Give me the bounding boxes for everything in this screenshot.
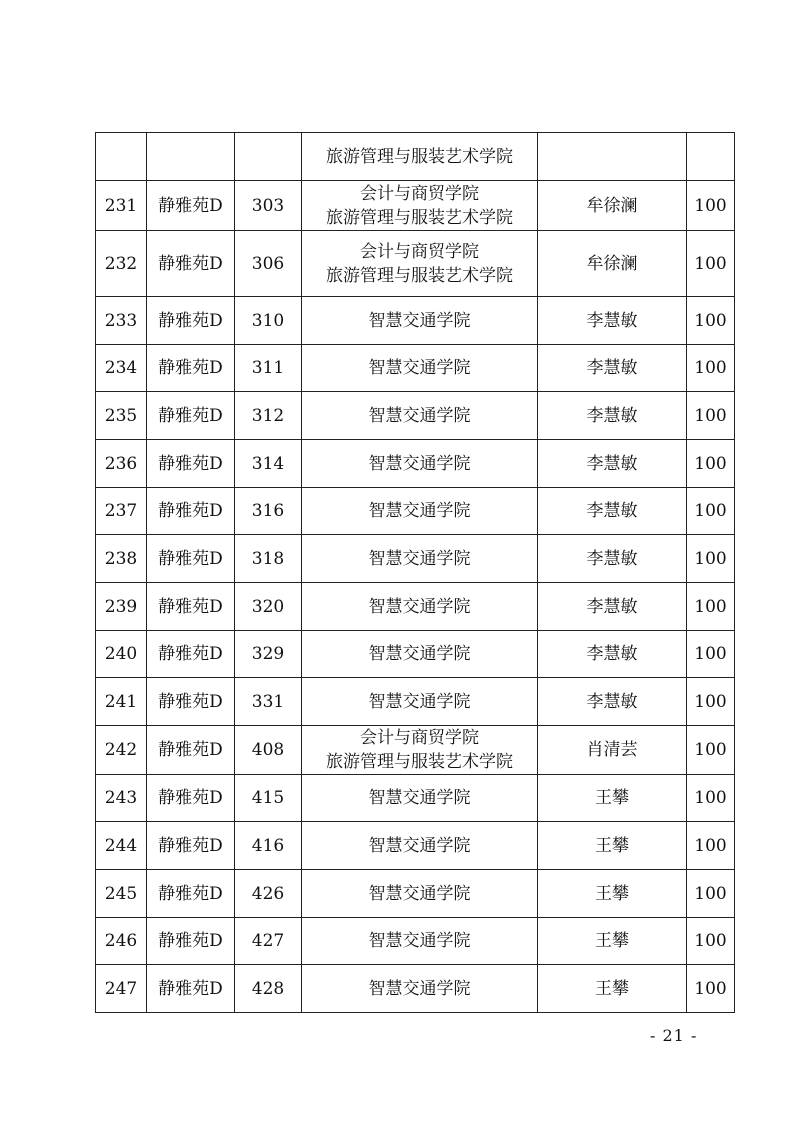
cell-room: 311 xyxy=(235,345,302,392)
cell-college xyxy=(302,297,538,345)
cell-building: 静雅苑D xyxy=(147,870,235,918)
college-line: 旅游管理与服装艺术学院 xyxy=(326,207,513,228)
college-line: 会计与商贸学院 xyxy=(360,183,479,204)
cell-building: 静雅苑D xyxy=(147,535,235,583)
page-number: - 21 - xyxy=(650,1026,698,1045)
cell-no: 233 xyxy=(96,297,147,345)
cell-college xyxy=(302,133,538,181)
cell-room: 331 xyxy=(235,678,302,726)
table-row xyxy=(96,918,735,965)
cell-building: 静雅苑D xyxy=(147,678,235,726)
cell-staff: 牟徐澜 xyxy=(538,181,687,231)
cell-room: 316 xyxy=(235,488,302,535)
cell-score: 100 xyxy=(687,678,735,726)
cell-building: 静雅苑D xyxy=(147,440,235,488)
cell-score: 100 xyxy=(687,965,735,1013)
cell-building: 静雅苑D xyxy=(147,231,235,297)
college-line: 旅游管理与服装艺术学院 xyxy=(326,146,513,167)
table-row xyxy=(96,535,735,583)
cell-room: 318 xyxy=(235,535,302,583)
cell-college xyxy=(302,965,538,1013)
cell-college xyxy=(302,726,538,775)
cell-building: 静雅苑D xyxy=(147,181,235,231)
cell-college xyxy=(302,822,538,870)
cell-no: 238 xyxy=(96,535,147,583)
college-line: 智慧交通学院 xyxy=(368,501,471,521)
college-line: 会计与商贸学院 xyxy=(360,728,479,748)
college-line: 会计与商贸学院 xyxy=(360,241,479,262)
cell-building: 静雅苑D xyxy=(147,775,235,822)
cell-building: 静雅苑D xyxy=(147,583,235,631)
cell-score: 100 xyxy=(687,631,735,678)
cell-staff: 肖清芸 xyxy=(538,726,687,775)
cell-staff: 李慧敏 xyxy=(538,297,687,345)
cell-staff: 李慧敏 xyxy=(538,392,687,440)
cell-score: 100 xyxy=(687,870,735,918)
cell-college xyxy=(302,678,538,726)
cell-room xyxy=(235,133,302,181)
cell-college xyxy=(302,231,538,297)
cell-score: 100 xyxy=(687,822,735,870)
cell-score: 100 xyxy=(687,181,735,231)
cell-staff xyxy=(538,133,687,181)
cell-no: 245 xyxy=(96,870,147,918)
cell-building: 静雅苑D xyxy=(147,297,235,345)
cell-score: 100 xyxy=(687,775,735,822)
cell-staff: 李慧敏 xyxy=(538,583,687,631)
cell-score: 100 xyxy=(687,583,735,631)
cell-college xyxy=(302,775,538,822)
college-line: 智慧交通学院 xyxy=(368,405,471,426)
cell-room: 426 xyxy=(235,870,302,918)
cell-building: 静雅苑D xyxy=(147,726,235,775)
cell-room: 306 xyxy=(235,231,302,297)
cell-no: 237 xyxy=(96,488,147,535)
cell-score: 100 xyxy=(687,535,735,583)
cell-room: 415 xyxy=(235,775,302,822)
table-row-continued xyxy=(96,133,735,181)
table-row xyxy=(96,297,735,345)
cell-building: 静雅苑D xyxy=(147,918,235,965)
cell-staff: 王攀 xyxy=(538,822,687,870)
cell-no: 247 xyxy=(96,965,147,1013)
cell-score: 100 xyxy=(687,231,735,297)
cell-staff: 李慧敏 xyxy=(538,345,687,392)
cell-no: 242 xyxy=(96,726,147,775)
cell-score: 100 xyxy=(687,726,735,775)
cell-staff: 王攀 xyxy=(538,965,687,1013)
college-line: 智慧交通学院 xyxy=(368,596,471,617)
cell-college xyxy=(302,392,538,440)
table-row xyxy=(96,775,735,822)
cell-staff: 李慧敏 xyxy=(538,535,687,583)
cell-score xyxy=(687,133,735,181)
cell-college xyxy=(302,440,538,488)
college-line: 旅游管理与服装艺术学院 xyxy=(326,265,513,286)
cell-no: 241 xyxy=(96,678,147,726)
table-row xyxy=(96,488,735,535)
cell-no: 240 xyxy=(96,631,147,678)
table-row xyxy=(96,181,735,231)
college-line: 智慧交通学院 xyxy=(368,453,471,474)
cell-room: 312 xyxy=(235,392,302,440)
cell-staff: 牟徐澜 xyxy=(538,231,687,297)
table-row xyxy=(96,583,735,631)
table-row xyxy=(96,231,735,297)
cell-building: 静雅苑D xyxy=(147,345,235,392)
cell-score: 100 xyxy=(687,440,735,488)
cell-college xyxy=(302,918,538,965)
college-line: 旅游管理与服装艺术学院 xyxy=(326,752,513,772)
cell-room: 416 xyxy=(235,822,302,870)
college-line: 智慧交通学院 xyxy=(368,835,471,856)
cell-building: 静雅苑D xyxy=(147,965,235,1013)
cell-room: 303 xyxy=(235,181,302,231)
cell-no: 246 xyxy=(96,918,147,965)
cell-staff: 王攀 xyxy=(538,775,687,822)
cell-building: 静雅苑D xyxy=(147,392,235,440)
table-row xyxy=(96,392,735,440)
cell-college xyxy=(302,345,538,392)
college-line: 智慧交通学院 xyxy=(368,358,471,378)
table-row xyxy=(96,726,735,775)
cell-college xyxy=(302,870,538,918)
cell-room: 314 xyxy=(235,440,302,488)
cell-staff: 李慧敏 xyxy=(538,488,687,535)
cell-score: 100 xyxy=(687,488,735,535)
cell-staff: 李慧敏 xyxy=(538,631,687,678)
cell-no: 234 xyxy=(96,345,147,392)
cell-no: 239 xyxy=(96,583,147,631)
college-line: 智慧交通学院 xyxy=(368,310,471,331)
table-row xyxy=(96,678,735,726)
college-line: 智慧交通学院 xyxy=(368,788,471,808)
table-body xyxy=(96,133,735,1013)
cell-no: 243 xyxy=(96,775,147,822)
cell-building: 静雅苑D xyxy=(147,488,235,535)
college-line: 智慧交通学院 xyxy=(368,978,471,999)
cell-no: 235 xyxy=(96,392,147,440)
cell-room: 427 xyxy=(235,918,302,965)
cell-staff: 李慧敏 xyxy=(538,678,687,726)
cell-staff: 王攀 xyxy=(538,918,687,965)
cell-college xyxy=(302,535,538,583)
cell-no xyxy=(96,133,147,181)
cell-college xyxy=(302,181,538,231)
cell-score: 100 xyxy=(687,297,735,345)
cell-no: 231 xyxy=(96,181,147,231)
cell-no: 244 xyxy=(96,822,147,870)
college-line: 智慧交通学院 xyxy=(368,644,471,664)
cell-room: 408 xyxy=(235,726,302,775)
table-row xyxy=(96,965,735,1013)
cell-building: 静雅苑D xyxy=(147,631,235,678)
cell-no: 236 xyxy=(96,440,147,488)
cell-staff: 王攀 xyxy=(538,870,687,918)
cell-building xyxy=(147,133,235,181)
cell-room: 329 xyxy=(235,631,302,678)
cell-no: 232 xyxy=(96,231,147,297)
cell-room: 310 xyxy=(235,297,302,345)
table-row xyxy=(96,345,735,392)
table-row xyxy=(96,631,735,678)
table-row xyxy=(96,822,735,870)
table-row xyxy=(96,870,735,918)
dormitory-score-table xyxy=(95,132,735,1013)
table-row xyxy=(96,440,735,488)
college-line: 智慧交通学院 xyxy=(368,883,471,904)
college-line: 智慧交通学院 xyxy=(368,548,471,569)
cell-college xyxy=(302,631,538,678)
cell-college xyxy=(302,583,538,631)
cell-room: 428 xyxy=(235,965,302,1013)
cell-score: 100 xyxy=(687,345,735,392)
cell-score: 100 xyxy=(687,392,735,440)
cell-room: 320 xyxy=(235,583,302,631)
college-line: 智慧交通学院 xyxy=(368,931,471,951)
cell-staff: 李慧敏 xyxy=(538,440,687,488)
college-line: 智慧交通学院 xyxy=(368,691,471,712)
cell-score: 100 xyxy=(687,918,735,965)
cell-college xyxy=(302,488,538,535)
cell-building: 静雅苑D xyxy=(147,822,235,870)
